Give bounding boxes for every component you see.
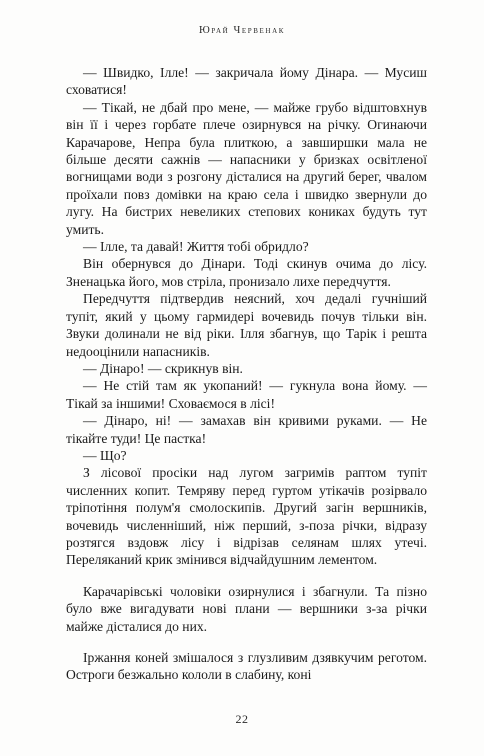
paragraph: Передчуття підтвердив неясний, хоч дедалі гучніший тупіт, який у цьому гармидері вочевидь почув тільки він. Звуки долинали не від ріки. Ілля збагнув, що Тарік і решта недооцінили напасників. [66, 291, 427, 359]
running-head-author: Юрай Червенак [198, 25, 286, 36]
page-number: 22 [235, 712, 249, 726]
paragraph: Він обернувся до Дінари. Тоді скинув очима до лісу. Зненацька його, мов стріла, пронизало лихе передчуття. [66, 256, 427, 289]
paragraph: — Тікай, не дбай про мене, — майже грубо відштовхнув він її і через горбате плече озирнувся на річку. Огинаючи Карачарове, Непра була плиткою, а завширшки мала не більше десяти сажнів — напасники у бризках освітленої вогнищами води з розгону дісталися на другий берег, чвалом проїхали повз домівки на краю села і швидко звернули до лугу. На бистрих невеликих степових кониках будуть тут умить. [66, 99, 427, 237]
paragraph: — Дінаро, ні! — замахав він кривими руками. — Не тікайте туди! Це пастка! [66, 413, 427, 446]
paragraph: Іржання коней змішалося з глузливим дзявкучим реготом. Остроги безжально кололи в слабину, коні [66, 650, 427, 683]
paragraph: — Дінаро! — скрикнув він. [83, 360, 243, 376]
paragraph: З лісової просіки над лугом загримів раптом тупіт численних копит. Темряву перед гуртом утікачів розірвало тріпотіння полум'я смолоскипів. Другий загін вершників, вочевидь численніший, ніж перший, з-поза річки, відразу розтягся вздовж лісу і відрізав селянам шлях утечі. Переляканий крик змінився відчайдушним лементом. [66, 465, 427, 568]
paragraph: — Швидко, Ілле! — закричала йому Дінара. — Мусиш сховатися! [66, 65, 427, 98]
body-text [66, 64, 427, 684]
paragraph: — Що? [83, 447, 127, 463]
paragraph: — Не стій там як укопаний! — гукнула вона йому. — Тікай за іншими! Сховаємося в лісі! [66, 378, 427, 411]
section-gap [66, 635, 427, 649]
section-gap [66, 569, 427, 583]
paragraph: Карачарівські чоловіки озирнулися і збагнули. Та пізно було вже вигадувати нові плани — вершники з-за річки майже дісталися до них. [66, 583, 427, 634]
paragraph: — Ілле, та давай! Життя тобі обридло? [83, 239, 309, 255]
